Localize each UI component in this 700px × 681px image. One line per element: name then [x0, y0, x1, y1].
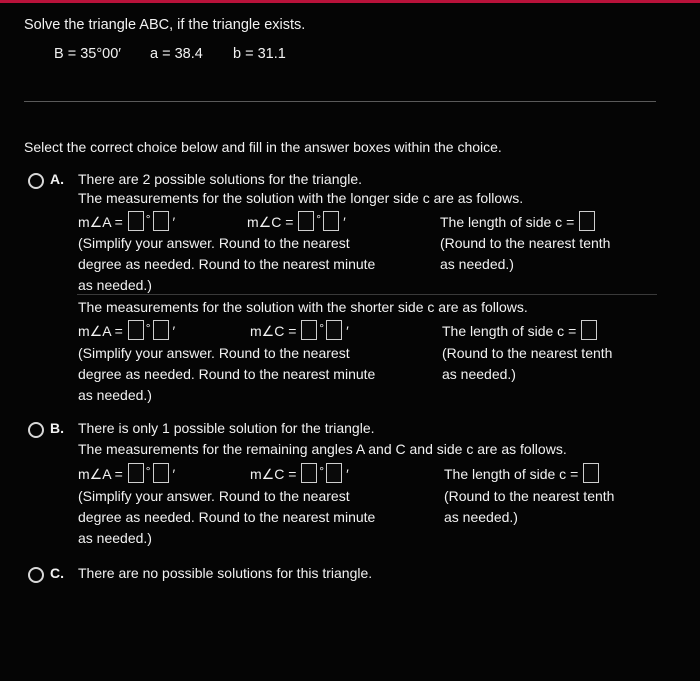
round-note-line1: (Round to the nearest tenth [444, 488, 615, 504]
angle-a-label: m∠A = [78, 323, 123, 339]
degree-symbol: ° [145, 321, 151, 335]
b-angle-c-degrees-input[interactable] [301, 463, 317, 483]
simplify-note-line3: as needed.) [78, 530, 152, 546]
angle-c-label: m∠C = [250, 323, 297, 339]
minute-symbol: ′ [346, 466, 349, 482]
a1-angle-c-group [247, 211, 346, 231]
a2-angle-a-degrees-input[interactable] [128, 320, 144, 340]
angle-a-label: m∠A = [78, 214, 123, 230]
minute-symbol: ′ [172, 214, 176, 230]
a2-angle-c-degrees-input[interactable] [301, 320, 317, 340]
choice-a-letter: A. [50, 171, 64, 187]
round-note-line2: as needed.) [444, 509, 518, 525]
simplify-note-line1: (Simplify your answer. Round to the nearest [78, 488, 350, 504]
b-angle-a-group [78, 463, 175, 483]
degree-symbol: ° [319, 464, 325, 478]
simplify-note-line3: as needed.) [78, 277, 152, 293]
degree-symbol: ° [319, 321, 325, 335]
given-side-a: a = 38.4 [150, 46, 203, 62]
b-side-c-group [444, 463, 600, 483]
instructions: Select the correct choice below and fill in the answer boxes within the choice. [24, 139, 502, 155]
simplify-note-line2: degree as needed. Round to the nearest minute [78, 366, 376, 382]
b-angle-a-degrees-input[interactable] [128, 463, 144, 483]
round-note-line2: as needed.) [440, 256, 514, 272]
a1-side-c-input[interactable] [579, 211, 595, 231]
choice-c-letter: C. [50, 565, 64, 581]
minute-symbol: ′ [172, 466, 176, 482]
choice-b-text: There is only 1 possible solution for the triangle. [78, 420, 375, 436]
minute-symbol: ′ [343, 214, 346, 230]
a1-angle-a-group [78, 211, 175, 231]
choice-c-text: There are no possible solutions for this triangle. [78, 565, 373, 581]
given-angle-b: B = 35°00′ [54, 46, 121, 62]
minute-symbol: ′ [346, 323, 349, 339]
round-note-line1: (Round to the nearest tenth [442, 345, 613, 361]
given-side-b: b = 31.1 [233, 46, 286, 62]
side-c-label: The length of side c = [444, 466, 579, 482]
choice-c-radio[interactable] [28, 567, 44, 583]
minute-symbol: ′ [172, 323, 176, 339]
degree-symbol: ° [145, 212, 151, 226]
b-angle-c-group [250, 463, 349, 483]
a1-angle-a-degrees-input[interactable] [128, 211, 144, 231]
choice-a-radio[interactable] [28, 173, 44, 189]
degree-symbol: ° [145, 464, 151, 478]
a1-angle-a-minutes-input[interactable] [153, 211, 169, 231]
a2-angle-a-group [78, 320, 175, 340]
side-c-label: The length of side c = [442, 323, 577, 339]
choice-b-remaining-heading: The measurements for the remaining angles A and C and side c are as follows. [78, 441, 567, 457]
choice-b-letter: B. [50, 420, 64, 436]
a2-side-c-input[interactable] [581, 320, 597, 340]
simplify-note-line1: (Simplify your answer. Round to the nearest [78, 345, 350, 361]
a1-angle-c-degrees-input[interactable] [298, 211, 314, 231]
angle-c-label: m∠C = [247, 214, 294, 230]
simplify-note-line1: (Simplify your answer. Round to the nearest [78, 235, 350, 251]
simplify-note-line3: as needed.) [78, 387, 152, 403]
angle-c-label: m∠C = [250, 466, 297, 482]
divider [24, 101, 656, 102]
simplify-note-line2: degree as needed. Round to the nearest minute [78, 509, 376, 525]
choice-b-radio[interactable] [28, 422, 44, 438]
choice-a-text: There are 2 possible solutions for the triangle. [78, 171, 363, 187]
side-c-label: The length of side c = [440, 214, 575, 230]
a2-side-c-group [442, 320, 598, 340]
choice-a-shorter-heading: The measurements for the solution with the shorter side c are as follows. [78, 299, 528, 315]
round-note-line2: as needed.) [442, 366, 516, 382]
degree-symbol: ° [316, 212, 322, 226]
a2-angle-a-minutes-input[interactable] [153, 320, 169, 340]
simplify-note-line2: degree as needed. Round to the nearest minute [78, 256, 376, 272]
a1-angle-c-minutes-input[interactable] [323, 211, 339, 231]
a2-angle-c-group [250, 320, 349, 340]
top-accent-bar [0, 0, 700, 3]
round-note-line1: (Round to the nearest tenth [440, 235, 611, 251]
angle-a-label: m∠A = [78, 466, 123, 482]
b-angle-c-minutes-input[interactable] [326, 463, 342, 483]
a1-side-c-group [440, 211, 596, 231]
question-title: Solve the triangle ABC, if the triangle exists. [24, 17, 306, 33]
sub-divider [77, 294, 657, 295]
choice-a-longer-heading: The measurements for the solution with the longer side c are as follows. [78, 190, 524, 206]
a2-angle-c-minutes-input[interactable] [326, 320, 342, 340]
b-angle-a-minutes-input[interactable] [153, 463, 169, 483]
b-side-c-input[interactable] [583, 463, 599, 483]
